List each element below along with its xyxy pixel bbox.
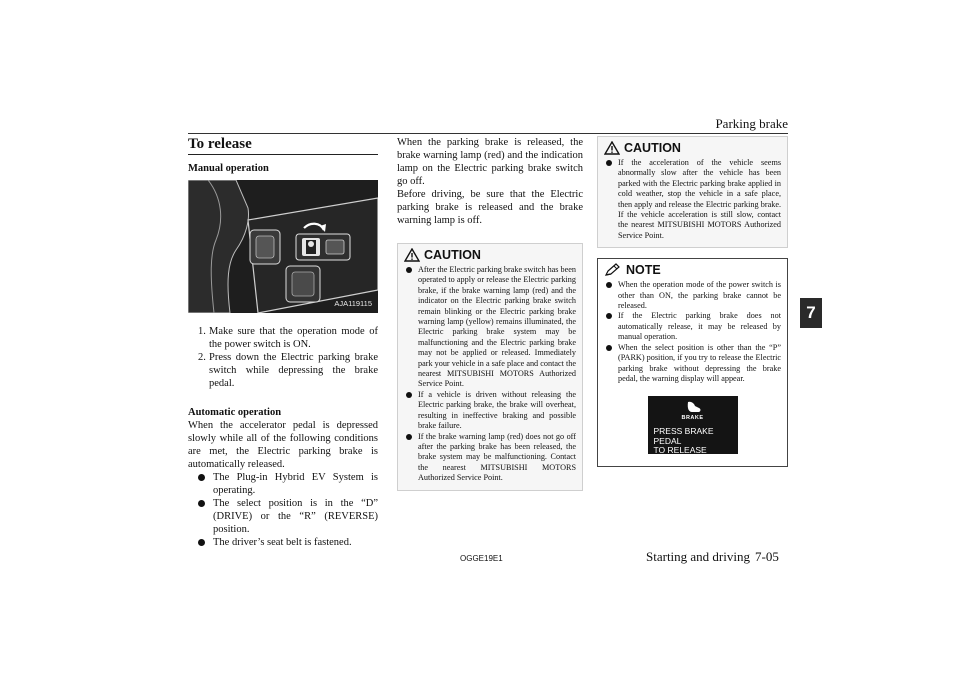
caution-label: CAUTION [624,141,681,155]
parking-brake-switch-figure [188,180,378,313]
step-text: Make sure that the operation mode of the power switch is ON. [209,326,378,350]
list-item [604,158,781,241]
list-item [604,280,781,311]
bullet-icon [198,500,205,507]
list-item [404,432,576,484]
list-item [404,390,576,432]
caution-text: If the brake warning lamp (red) does not go off after the parking brake has been released, the brake system may be malfunctioning. Contact the nearest MITSUBISHI MOTORS Authorized Service Point. [418,431,576,483]
list-item [604,343,781,385]
before-driving-paragraph: Before driving, be sure that the Electric parking brake is released and the brake warning lamp is off. [397,189,583,226]
condition-text: The Plug-in Hybrid EV System is operating. [213,472,378,496]
bullet-icon [198,474,205,481]
display-title: BRAKE [681,415,704,422]
list-item [188,497,378,536]
caution-header [404,248,576,262]
note-text: If the Electric parking brake does not automatically release, it may be released by manual operation. [618,311,781,342]
caution-text: If the acceleration of the vehicle seems abnormally slow after the vehicle has been parked with the Electric parking brake applied in cold weather, stop the vehicle in a safe place, then apply and release the Electric parking brake. If the vehicle acceleration is still slow, contact the nearest MITSUBISHI MOTORS Authorized Service Point. [618,158,781,240]
figure-code: AJA119115 [334,299,372,308]
release-steps [188,325,378,390]
display-line-2: TO RELEASE [653,445,707,456]
bullet-icon [198,539,205,546]
display-message [654,427,738,456]
note-list [604,280,781,384]
caution-box [597,136,788,248]
bullet-icon [406,267,412,273]
list-item [604,311,781,342]
display-line-1: PRESS BRAKE PEDAL [653,426,714,446]
caution-header [604,141,781,155]
manual-heading: Manual operation [188,163,269,174]
step-number: 2. [198,352,206,363]
note-header [604,263,781,277]
bullet-icon [606,313,612,319]
document-code: OGGE19E1 [460,554,503,563]
section-tab: 7 [800,298,822,328]
header-rule [188,133,788,134]
list-item [188,351,378,390]
list-item [188,471,378,497]
note-label: NOTE [626,263,661,278]
column-release [188,136,378,549]
column-right [597,136,788,467]
note-text: When the select position is other than the “P” (PARK) position, if you try to release the Electric parking brake without depressing the brake pedal, the warning display will appear. [618,342,781,383]
bullet-icon [406,392,412,398]
caution-list [604,158,781,241]
conditions-list [188,471,378,549]
condition-text: The select position is in the “D” (DRIVE) or the “R” (REVERSE) position. [213,498,378,535]
note-pencil-icon [604,263,622,277]
bullet-icon [606,160,612,166]
brake-warning-display [648,396,738,454]
step-text: Press down the Electric parking brake switch while depressing the brake pedal. [209,352,378,389]
caution-box [397,243,583,491]
bullet-icon [606,345,612,351]
condition-text: The driver’s seat belt is fastened. [213,537,352,548]
warning-triangle-icon [404,248,420,262]
automatic-heading: Automatic operation [188,407,282,418]
list-item [188,536,378,549]
note-box [597,258,788,467]
caution-text: If a vehicle is driven without releasing the Electric parking brake, the brake will overheat, resulting in ineffective braking and possible brake failure. [418,389,576,431]
automatic-intro: When the accelerator pedal is depressed slowly while all of the following conditions are met, the Electric parking brake is automatically released. [188,420,378,470]
switch-illustration [188,180,378,313]
note-text: When the operation mode of the power switch is other than ON, the parking brake cannot be released. [618,280,781,311]
footer-section: Starting and driving [646,549,750,564]
caution-text: After the Electric parking brake switch has been operated to apply or release the Electric parking brake, if the brake warning lamp (red) and the indicator on the Electric parking brake switch remain blinking or the Electric parking brake warning lamp (yellow) remains illuminated, the Electric parking brake system may be malfunctioning and the Electric parking brake may not be applied or released. Immediately park your vehicle in a safe place and contact the nearest MITSUBISHI MOTORS Authorized Service Point. [418,265,576,389]
warning-triangle-icon [604,141,620,155]
section-title: To release [188,136,378,155]
caution-label: CAUTION [424,248,481,262]
bullet-icon [406,434,412,440]
step-number: 1. [198,326,206,337]
column-middle [397,136,583,491]
running-title: Parking brake [715,116,788,131]
list-item [404,265,576,390]
page-number: 7-05 [755,549,779,564]
foot-on-pedal-icon [686,400,702,414]
bullet-icon [606,282,612,288]
caution-list [404,265,576,484]
release-paragraph: When the parking brake is released, the brake warning lamp (red) and the indication lamp on the Electric parking brake switch go off. [397,137,583,187]
list-item [188,325,378,351]
